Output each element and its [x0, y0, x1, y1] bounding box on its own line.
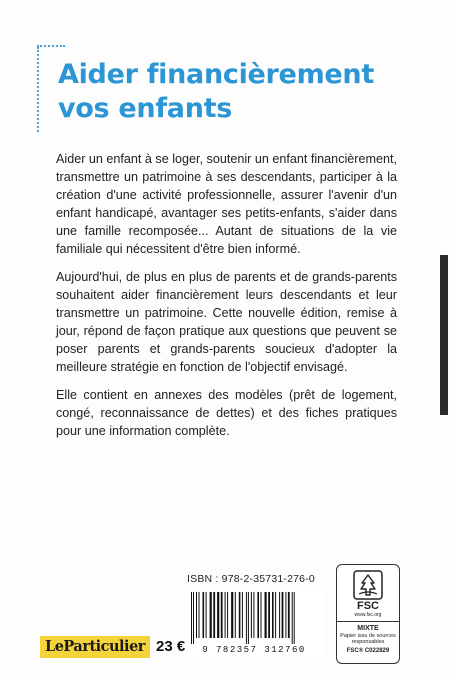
blurb-paragraph-2: Aujourd'hui, de plus en plus de parents et de grands-parents souhaitent aider financièrement leurs descendants et leur transmettre un patrimoine. Cette nouvelle édition, remise à jour, répond de façon pratique aux questions que peuvent se poser parents et grands-parents soucieux d'adopter la meilleure stratégie en fonction de l'objectif envisagé. — [56, 270, 397, 374]
barcode-bar — [199, 592, 200, 638]
book-title-line-2: vos enfants — [58, 93, 233, 124]
barcode-bar — [292, 592, 293, 644]
spine-edge — [440, 255, 448, 415]
barcode-bar — [251, 592, 252, 638]
barcode-bar — [225, 592, 226, 638]
barcode — [185, 590, 323, 658]
blurb — [56, 150, 397, 450]
barcode-bar — [217, 592, 219, 638]
barcode-bar — [206, 592, 207, 638]
barcode-bar — [257, 592, 259, 638]
dotted-frame-top — [37, 45, 65, 47]
barcode-bar — [265, 592, 267, 638]
book-title-line-1: Aider financièrement — [58, 59, 374, 90]
book-title — [58, 58, 398, 126]
barcode-bar — [248, 592, 249, 644]
fsc-name: FSC — [357, 600, 379, 612]
barcode-bar — [196, 592, 197, 638]
barcode-bar — [275, 592, 276, 638]
barcode-bar — [242, 592, 243, 638]
barcode-bar — [268, 592, 270, 638]
barcode-bar — [193, 592, 194, 644]
barcode-bar — [210, 592, 212, 638]
fsc-url: www.fsc.org — [354, 612, 382, 618]
barcode-bar — [279, 592, 280, 638]
dotted-frame-left — [37, 47, 39, 132]
barcode-bars — [189, 592, 319, 644]
barcode-bar — [272, 592, 274, 638]
barcode-bar — [235, 592, 236, 638]
barcode-bar — [203, 592, 205, 638]
isbn-text: ISBN : 978-2-35731-276-0 — [187, 573, 315, 585]
publisher-logo: LeParticulier — [40, 636, 150, 658]
barcode-bar — [261, 592, 262, 638]
barcode-bar — [213, 592, 215, 638]
fsc-mix-label: MIXTE — [337, 621, 399, 633]
fsc-tree-icon — [353, 570, 383, 600]
barcode-bar — [294, 592, 295, 644]
barcode-bar — [246, 592, 247, 644]
barcode-bar — [239, 592, 241, 638]
barcode-bar — [231, 592, 233, 638]
fsc-code: FSC® C022829 — [346, 648, 390, 654]
blurb-paragraph-3: Elle contient en annexes des modèles (prêt de logement, congé, reconnaissance de dettes) et des fiches pratiques pour une information complète. — [56, 388, 397, 438]
barcode-bar — [221, 592, 223, 638]
barcode-bar — [285, 592, 286, 638]
barcode-bar — [253, 592, 254, 638]
blurb-paragraph-1: Aider un enfant à se loger, soutenir un enfant financièrement, transmettre un patrimoine à ses descendants, participer à la création d'une activité professionnelle, assurer l'avenir d'un enfant handicapé, avantager ses petits-enfants, s'aider dans une famille recomposée... Autant de situations de la vie familiale qui nécessitent d'être bien informé. — [56, 152, 397, 256]
fsc-label — [336, 564, 400, 664]
barcode-bar — [288, 592, 290, 638]
barcode-bar — [227, 592, 228, 638]
barcode-bar — [191, 592, 192, 644]
barcode-bar — [282, 592, 284, 638]
fsc-description: Papier issu de sources responsables — [340, 633, 396, 645]
barcode-number: 9 782357 312760 — [202, 645, 306, 655]
price: 23 € — [156, 638, 186, 655]
